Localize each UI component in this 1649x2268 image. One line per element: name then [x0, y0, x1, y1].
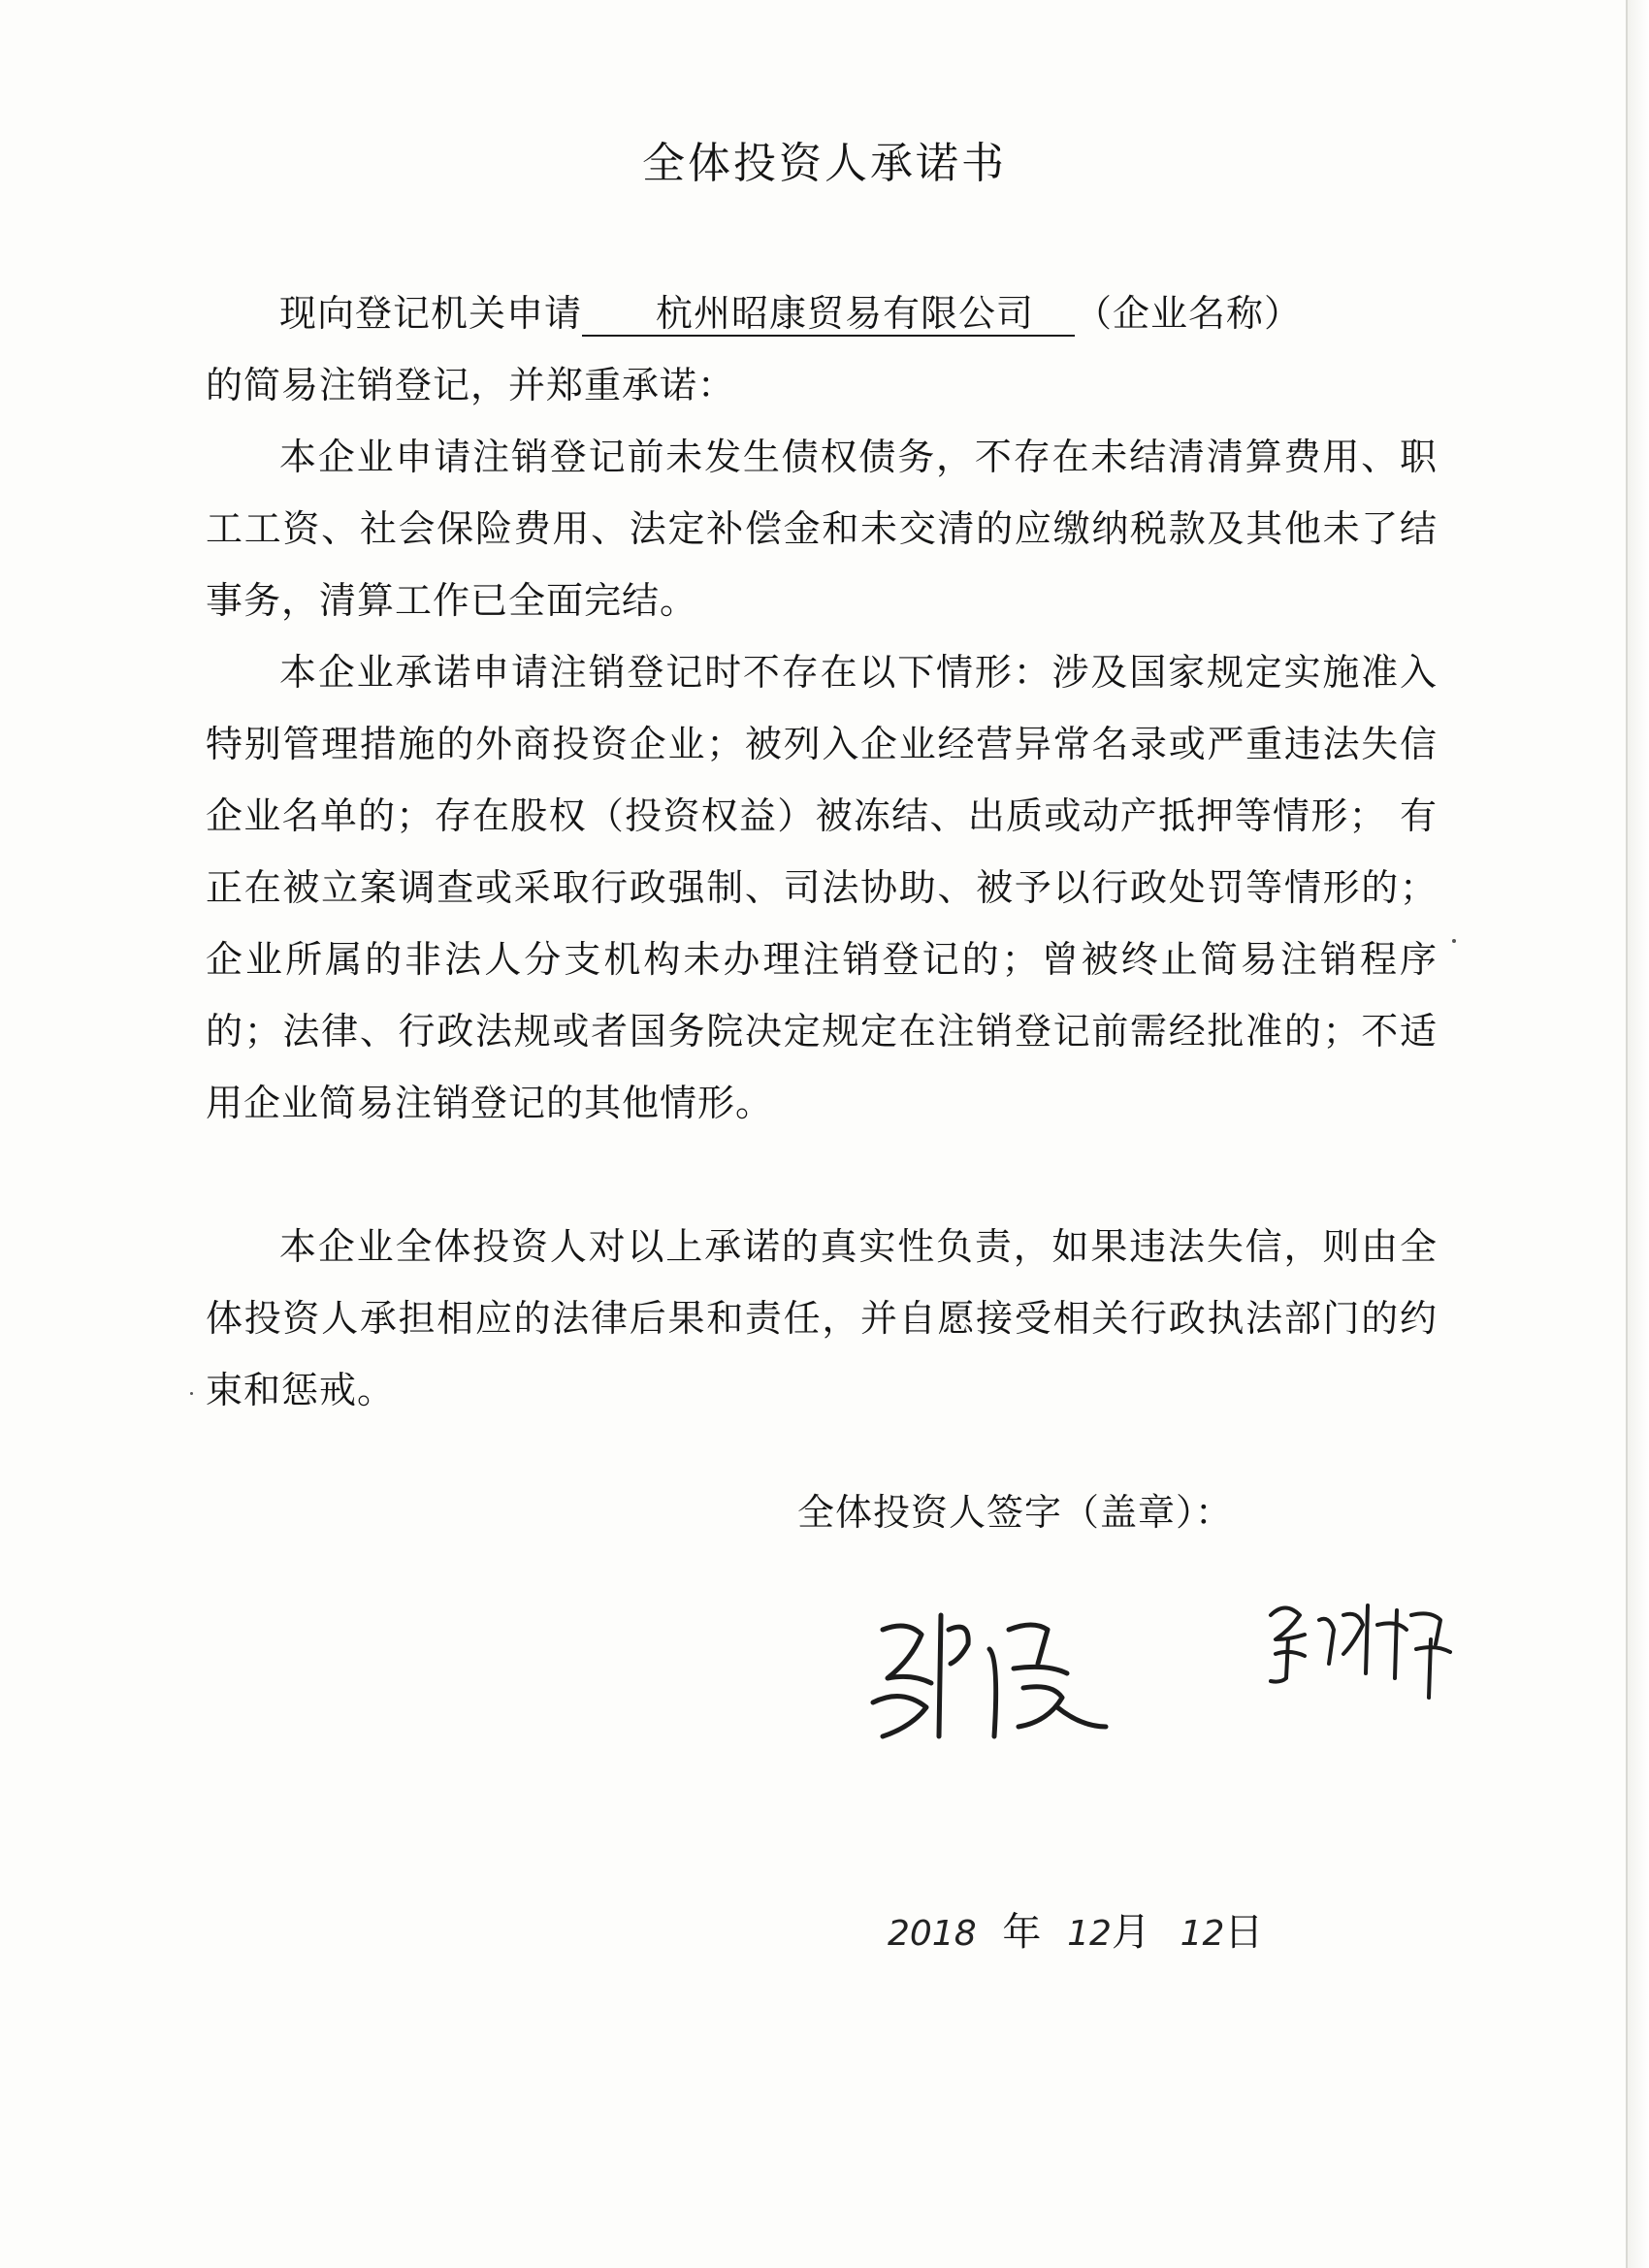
- date-month: 12: [1067, 1914, 1112, 1954]
- intro-line-2: 的简易注销登记，并郑重承诺：: [206, 364, 736, 406]
- paragraph-3: [206, 1211, 1438, 1426]
- paragraph-text: 本企业全体投资人对以上承诺的真实性负责，如果违法失信，则由全体投资人承担相应的法律后果和责任，并自愿接受相关行政执法部门的约束和惩戒。: [206, 1225, 1438, 1411]
- intro-block: [206, 277, 1438, 421]
- date-year-unit: 年: [1002, 1910, 1042, 1955]
- company-name-field: 杭州昭康贸易有限公司: [582, 292, 1075, 337]
- scan-speck: [1452, 939, 1456, 943]
- paragraph-text: 本企业申请注销登记前未发生债权债务，不存在未结清清算费用、职工工资、社会保险费用、法定补偿金和未交清的应缴纳税款及其他未了结事务，清算工作已全面完结。: [206, 436, 1438, 622]
- scan-edge: [1626, 0, 1649, 2268]
- signature-1: [854, 1591, 1145, 1756]
- date-day: 12: [1180, 1914, 1225, 1954]
- intro-suffix: （企业名称）: [1075, 292, 1303, 335]
- paragraph-2: [206, 636, 1438, 1139]
- paragraph-1: [206, 421, 1438, 636]
- date-month-unit: 月: [1111, 1910, 1150, 1955]
- scan-speck: [190, 1392, 193, 1395]
- paragraph-text: 本企业承诺申请注销登记时不存在以下情形：涉及国家规定实施准入特别管理措施的外商投资企业；被列入企业经营异常名录或严重违法失信企业名单的；存在股权（投资权益）被冻结、出质或动产抵押等情形； 有正在被立案调查或采取行政强制、司法协助、被予以行政处罚等情形的；企业所属的非法人分支机构未办理注销登记的；曾被终止简易注销程序的；法律、行政法规或者国务院决定规定在注销登记前需经批准的；不适用企业简易注销登记的其他情形。: [206, 651, 1438, 1124]
- intro-prefix: 现向登记机关申请: [279, 292, 583, 335]
- signature-2: [1251, 1586, 1484, 1722]
- signature-label: 全体投资人签字（盖章）：: [797, 1491, 1234, 1534]
- document-title: 全体投资人承诺书: [642, 139, 1007, 188]
- intro-line: [206, 277, 1438, 349]
- date-day-unit: 日: [1224, 1910, 1264, 1955]
- date-year: 2018: [888, 1914, 977, 1954]
- date-line: [888, 1901, 1263, 1969]
